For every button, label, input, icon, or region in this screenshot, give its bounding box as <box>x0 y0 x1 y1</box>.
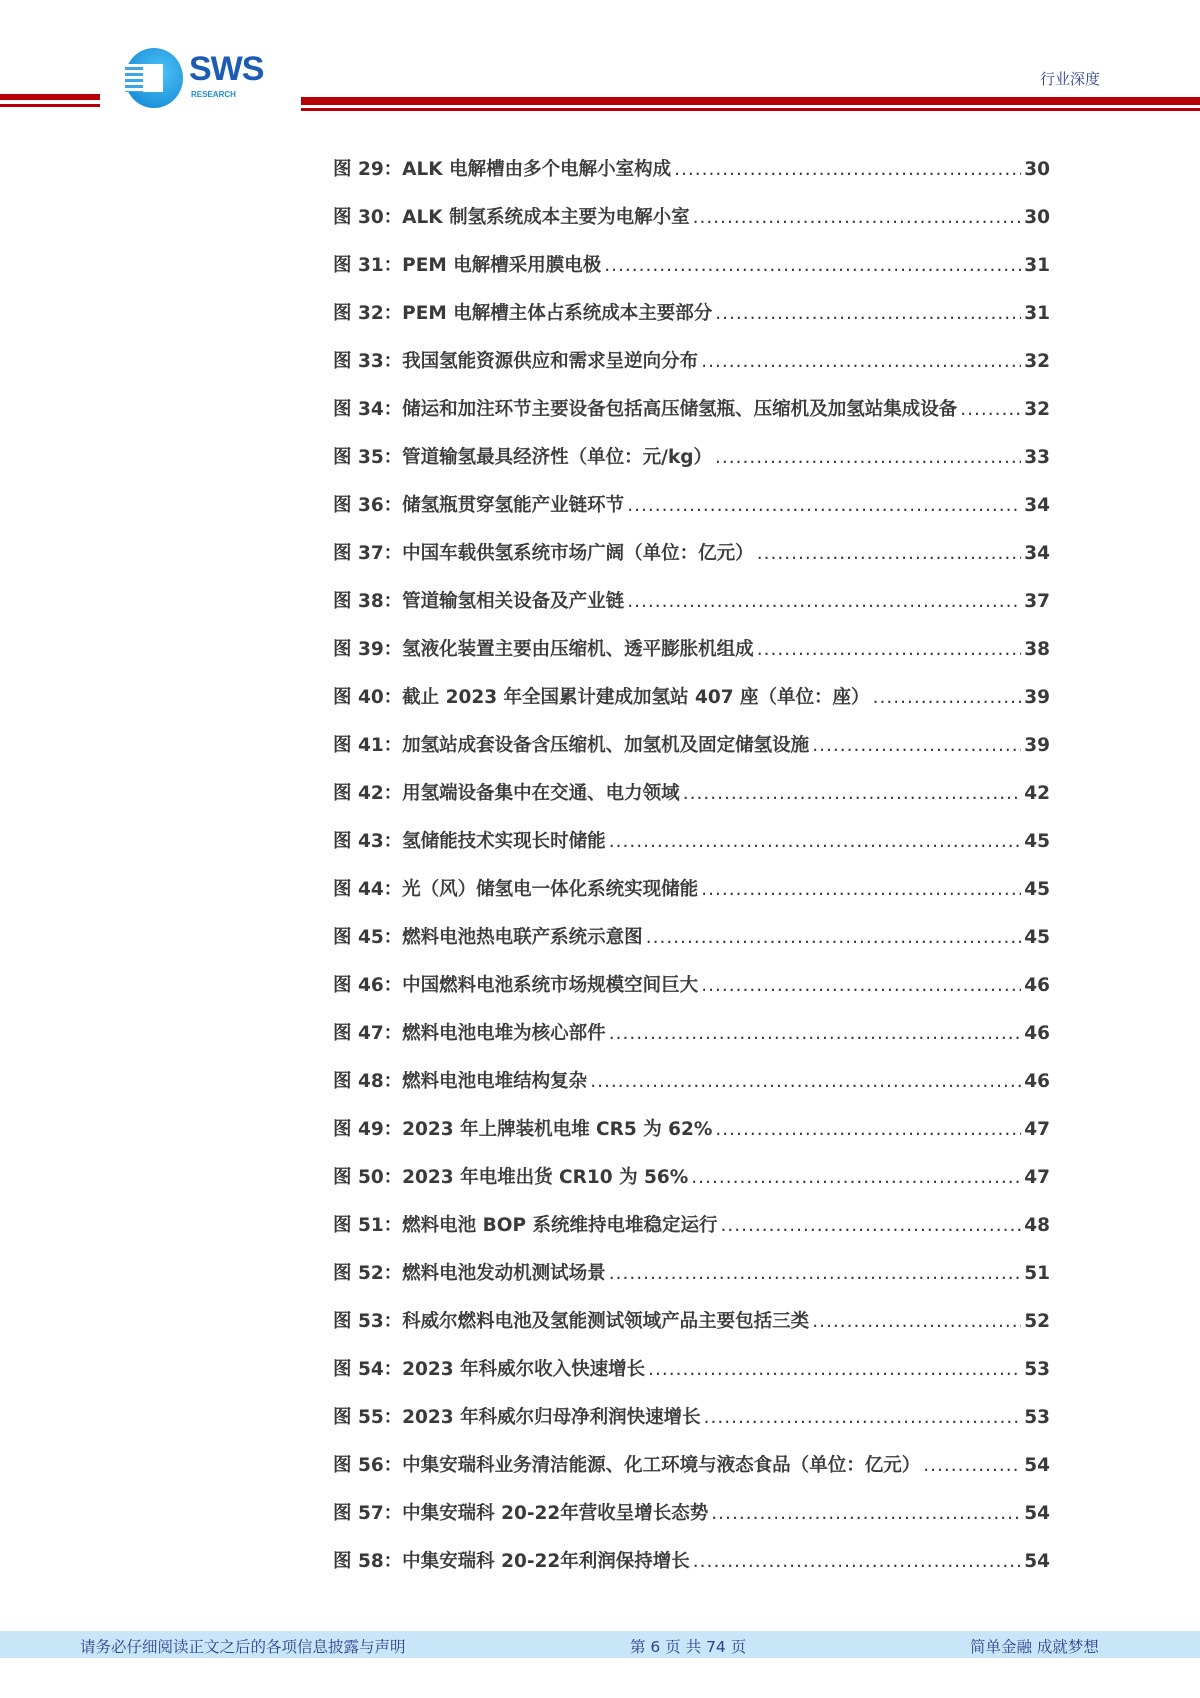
dot-leader <box>648 1359 1021 1380</box>
toc-entry[interactable] <box>333 923 1050 971</box>
toc-entry[interactable] <box>333 1115 1050 1163</box>
dot-leader <box>693 1551 1021 1572</box>
footer-bar <box>0 1631 1200 1658</box>
toc-entry-label: 图 45：燃料电池热电联产系统示意图 <box>333 927 643 948</box>
toc-entry-label: 图 56：中集安瑞科业务清洁能源、化工环境与液态食品（单位：亿元） <box>333 1455 921 1476</box>
dot-leader <box>609 1263 1022 1284</box>
header-rule-left-thick <box>0 94 100 100</box>
toc-entry-page: 48 <box>1024 1215 1050 1236</box>
toc-entry-page: 31 <box>1024 303 1050 324</box>
dot-leader <box>646 927 1022 948</box>
sws-logo <box>125 48 285 110</box>
toc-entry-label: 图 57：中集安瑞科 20-22年营收呈增长态势 <box>333 1503 709 1524</box>
toc-entry-label: 图 55：2023 年科威尔归母净利润快速增长 <box>333 1407 701 1428</box>
footer-slogan: 简单金融 成就梦想 <box>970 1638 1099 1656</box>
toc-entry-page: 46 <box>1024 1023 1050 1044</box>
toc-entry-page: 38 <box>1024 639 1050 660</box>
toc-entry-page: 47 <box>1024 1119 1050 1140</box>
toc-entry[interactable] <box>333 1019 1050 1067</box>
toc-entry[interactable] <box>333 203 1050 251</box>
logo-text: SWS <box>189 50 264 88</box>
toc-entry-page: 45 <box>1024 831 1050 852</box>
dot-leader <box>701 879 1021 900</box>
footer-page-info: 第 6 页 共 74 页 <box>630 1638 747 1656</box>
toc-entry-label: 图 54：2023 年科威尔收入快速增长 <box>333 1359 646 1380</box>
toc-entry-label: 图 49：2023 年上牌装机电堆 CR5 为 62% <box>333 1119 713 1140</box>
toc-entry-page: 30 <box>1024 159 1050 180</box>
toc-entry-label: 图 48：燃料电池电堆结构复杂 <box>333 1071 588 1092</box>
toc-entry-page: 39 <box>1024 687 1050 708</box>
dot-leader <box>715 447 1021 468</box>
toc-entry-label: 图 46：中国燃料电池系统市场规模空间巨大 <box>333 975 699 996</box>
toc-entry-page: 51 <box>1024 1263 1050 1284</box>
toc-entry-label: 图 51：燃料电池 BOP 系统维持电堆稳定运行 <box>333 1215 718 1236</box>
toc-entry-page: 46 <box>1024 1071 1050 1092</box>
figure-table-of-contents <box>333 155 1050 1595</box>
toc-entry-label: 图 50：2023 年电堆出货 CR10 为 56% <box>333 1167 689 1188</box>
toc-entry[interactable] <box>333 875 1050 923</box>
toc-entry-label: 图 35：管道输氢最具经济性（单位：元/kg） <box>333 447 712 468</box>
toc-entry[interactable] <box>333 1547 1050 1595</box>
dot-leader <box>715 303 1021 324</box>
toc-entry[interactable] <box>333 155 1050 203</box>
toc-entry[interactable] <box>333 683 1050 731</box>
toc-entry[interactable] <box>333 731 1050 779</box>
dot-leader <box>674 159 1021 180</box>
dot-leader <box>609 1023 1022 1044</box>
toc-entry-label: 图 36：储氢瓶贯穿氢能产业链环节 <box>333 495 625 516</box>
dot-leader <box>701 975 1021 996</box>
toc-entry-label: 图 32：PEM 电解槽主体占系统成本主要部分 <box>333 303 713 324</box>
toc-entry[interactable] <box>333 1307 1050 1355</box>
toc-entry[interactable] <box>333 539 1050 587</box>
dot-leader <box>701 351 1021 372</box>
toc-entry-label: 图 43：氢储能技术实现长时储能 <box>333 831 606 852</box>
toc-entry-page: 31 <box>1024 255 1050 276</box>
toc-entry-label: 图 52：燃料电池发动机测试场景 <box>333 1263 606 1284</box>
dot-leader <box>693 207 1022 228</box>
toc-entry-label: 图 31：PEM 电解槽采用膜电极 <box>333 255 602 276</box>
toc-entry-label: 图 42：用氢端设备集中在交通、电力领域 <box>333 783 680 804</box>
toc-entry-page: 39 <box>1024 735 1050 756</box>
dot-leader <box>627 495 1021 516</box>
dot-leader <box>923 1455 1021 1476</box>
toc-entry-page: 54 <box>1024 1551 1050 1572</box>
logo-subtext: RESEARCH <box>191 90 236 99</box>
toc-entry[interactable] <box>333 1403 1050 1451</box>
dot-leader <box>873 687 1022 708</box>
logo-stripes <box>125 64 143 92</box>
footer-disclaimer: 请务必仔细阅读正文之后的各项信息披露与声明 <box>80 1638 406 1656</box>
dot-leader <box>812 735 1021 756</box>
toc-entry-label: 图 34：储运和加注环节主要设备包括高压储氢瓶、压缩机及加氢站集成设备 <box>333 399 958 420</box>
dot-leader <box>604 255 1021 276</box>
dot-leader <box>590 1071 1021 1092</box>
toc-entry-page: 37 <box>1024 591 1050 612</box>
toc-entry-page: 52 <box>1024 1311 1050 1332</box>
toc-entry[interactable] <box>333 1259 1050 1307</box>
dot-leader <box>627 591 1021 612</box>
toc-entry-label: 图 41：加氢站成套设备含压缩机、加氢机及固定储氢设施 <box>333 735 810 756</box>
toc-entry-page: 33 <box>1024 447 1050 468</box>
toc-entry[interactable] <box>333 587 1050 635</box>
toc-entry-label: 图 40：截止 2023 年全国累计建成加氢站 407 座（单位：座） <box>333 687 870 708</box>
toc-entry[interactable] <box>333 491 1050 539</box>
toc-entry[interactable] <box>333 1499 1050 1547</box>
toc-entry-page: 47 <box>1024 1167 1050 1188</box>
toc-entry-page: 53 <box>1024 1359 1050 1380</box>
dot-leader <box>704 1407 1022 1428</box>
dot-leader <box>812 1311 1021 1332</box>
toc-entry-label: 图 39：氢液化装置主要由压缩机、透平膨胀机组成 <box>333 639 754 660</box>
toc-entry[interactable] <box>333 1355 1050 1403</box>
dot-leader <box>691 1167 1021 1188</box>
toc-entry-page: 53 <box>1024 1407 1050 1428</box>
toc-entry[interactable] <box>333 251 1050 299</box>
toc-entry-label: 图 38：管道输氢相关设备及产业链 <box>333 591 625 612</box>
dot-leader <box>960 399 1021 420</box>
toc-entry[interactable] <box>333 635 1050 683</box>
toc-entry-page: 30 <box>1024 207 1050 228</box>
toc-entry[interactable] <box>333 1211 1050 1259</box>
dot-leader <box>711 1503 1021 1524</box>
toc-entry-page: 34 <box>1024 543 1050 564</box>
header-rule-right-thick <box>301 97 1200 105</box>
toc-entry[interactable] <box>333 1451 1050 1499</box>
toc-entry-page: 45 <box>1024 927 1050 948</box>
toc-entry-page: 32 <box>1024 351 1050 372</box>
dot-leader <box>720 1215 1021 1236</box>
toc-entry-page: 46 <box>1024 975 1050 996</box>
dot-leader <box>715 1119 1021 1140</box>
toc-entry[interactable] <box>333 1163 1050 1211</box>
toc-entry-label: 图 37：中国车载供氢系统市场广阔（单位：亿元） <box>333 543 754 564</box>
toc-entry[interactable] <box>333 347 1050 395</box>
toc-entry-label: 图 47：燃料电池电堆为核心部件 <box>333 1023 606 1044</box>
toc-entry-page: 42 <box>1024 783 1050 804</box>
dot-leader <box>609 831 1022 852</box>
toc-entry-label: 图 33：我国氢能资源供应和需求呈逆向分布 <box>333 351 699 372</box>
toc-entry[interactable] <box>333 827 1050 875</box>
toc-entry-page: 34 <box>1024 495 1050 516</box>
toc-entry-label: 图 30：ALK 制氢系统成本主要为电解小室 <box>333 207 690 228</box>
toc-entry[interactable] <box>333 1067 1050 1115</box>
dot-leader <box>757 639 1022 660</box>
dot-leader <box>683 783 1022 804</box>
toc-entry[interactable] <box>333 443 1050 491</box>
toc-entry-label: 图 29：ALK 电解槽由多个电解小室构成 <box>333 159 672 180</box>
dot-leader <box>757 543 1022 564</box>
header-rule-right-thin <box>301 108 1200 111</box>
report-type-tag: 行业深度 <box>1040 70 1101 88</box>
toc-entry-page: 54 <box>1024 1455 1050 1476</box>
toc-entry-label: 图 53：科威尔燃料电池及氢能测试领域产品主要包括三类 <box>333 1311 810 1332</box>
toc-entry[interactable] <box>333 299 1050 347</box>
toc-entry[interactable] <box>333 971 1050 1019</box>
toc-entry-page: 54 <box>1024 1503 1050 1524</box>
toc-entry-page: 45 <box>1024 879 1050 900</box>
toc-entry-page: 32 <box>1024 399 1050 420</box>
toc-entry[interactable] <box>333 779 1050 827</box>
toc-entry-label: 图 44：光（风）储氢电一体化系统实现储能 <box>333 879 699 900</box>
header-rule-left-thin <box>0 104 100 107</box>
toc-entry-label: 图 58：中集安瑞科 20-22年利润保持增长 <box>333 1551 690 1572</box>
toc-entry[interactable] <box>333 395 1050 443</box>
